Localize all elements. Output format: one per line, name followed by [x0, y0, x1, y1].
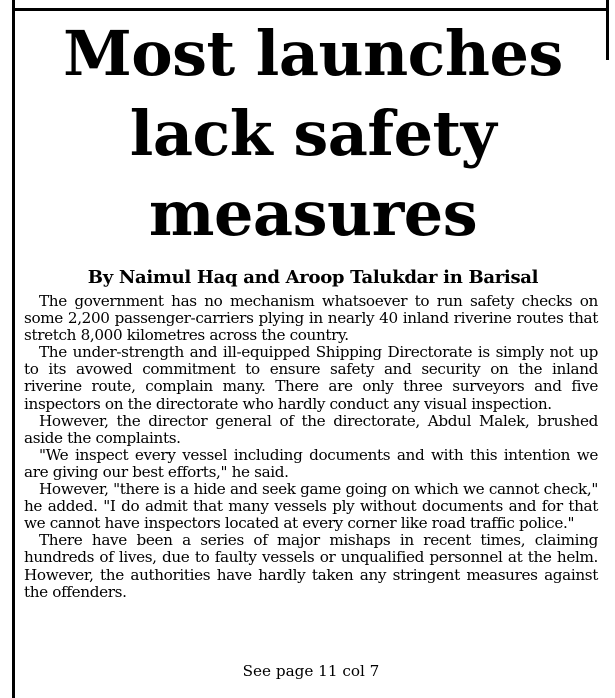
paragraph: The under-strength and ill-equipped Shipping Directorate is simply not up to its avowed commitment to ensure safety and security on the inland riverine route, complain many. There are only three surveyors and five inspectors on the directorate who hardly conduct any visual inspection.: [24, 343, 598, 413]
paragraph: The government has no mechanism whatsoever to run safety checks on some 2,200 passenger-carriers plying in nearly 40 inland riverine routes that stretch 8,000 kilometres across the country.: [24, 292, 598, 345]
paragraph: There have been a series of major mishaps in recent times, claiming hundreds of lives, due to faulty vessels or unqualified personnel at the helm. However, the authorities have hardly taken any stringent measures against the offenders.: [24, 531, 598, 601]
headline-line-1: Most launches: [63, 17, 563, 90]
byline: By Naimul Haq and Aroop Talukdar in Barisal: [87, 267, 539, 288]
article-body: [24, 293, 598, 601]
headline-line-3: measures: [148, 177, 478, 250]
paragraph: However, the director general of the directorate, Abdul Malek, brushed aside the complaints.: [24, 411, 598, 447]
paragraph: However, "there is a hide and seek game going on which we cannot check," he added. "I do admit that many vessels ply without documents and for that we cannot have inspectors located at every corner like road traffic police.": [24, 480, 598, 533]
headline-line-2: lack safety: [129, 97, 497, 170]
continued-on-page-note: See page 11 col 7: [242, 662, 380, 680]
paragraph: "We inspect every vessel including documents and with this intention we are giving our best efforts," he said.: [24, 445, 598, 481]
top-border-rule: [12, 8, 609, 11]
left-column-rule: [12, 0, 15, 698]
headline: [18, 14, 608, 254]
